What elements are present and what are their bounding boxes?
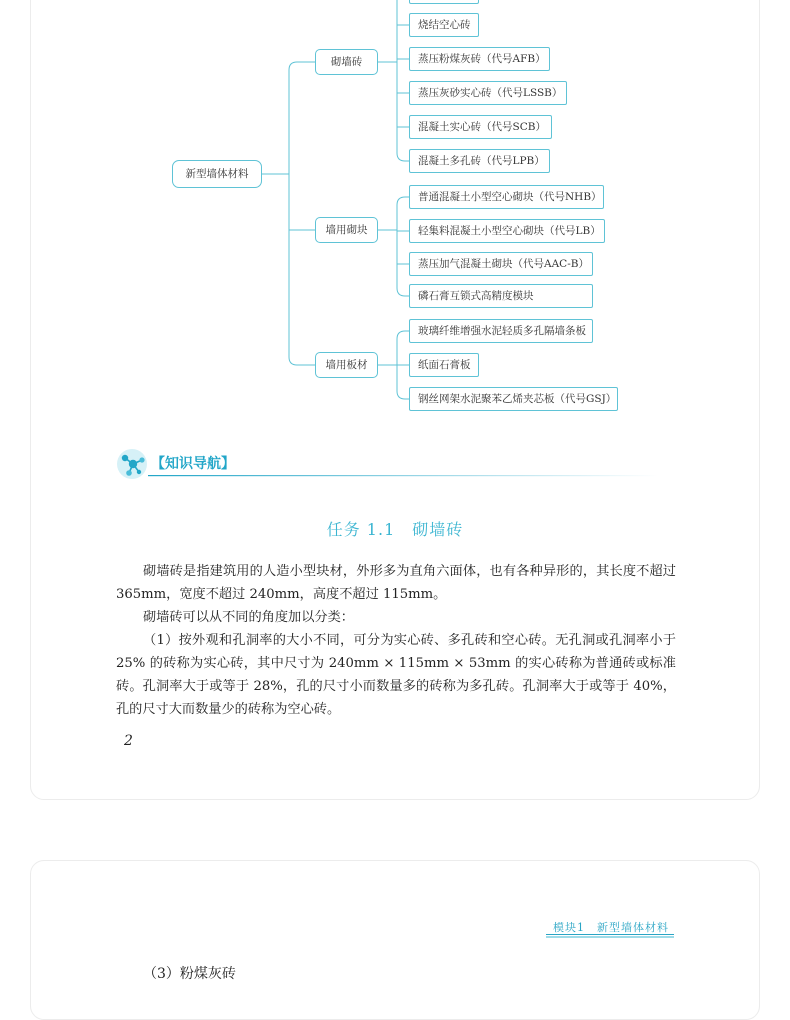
mindmap-leaf-cropped — [409, 0, 479, 4]
mindmap-leaf: 磷石膏互锁式高精度模块 — [409, 284, 593, 308]
section-banner — [115, 446, 665, 482]
mindmap-leaf: 蒸压加气混凝土砌块（代号AAC-B） — [409, 252, 593, 276]
mindmap-leaf: 蒸压灰砂实心砖（代号LSSB） — [409, 81, 567, 105]
mindmap-root: 新型墙体材料 — [172, 160, 262, 188]
mindmap-group-blocks: 墙用砌块 — [315, 217, 378, 243]
mindmap-group-panels: 墙用板材 — [315, 352, 378, 378]
mindmap-leaf: 烧结空心砖 — [409, 13, 479, 37]
mindmap-leaf: 轻集料混凝土小型空心砌块（代号LB） — [409, 219, 605, 243]
mindmap-leaf: 钢丝网架水泥聚苯乙烯夹芯板（代号GSJ） — [409, 387, 618, 411]
mindmap-leaf: 混凝土多孔砖（代号LPB） — [409, 149, 550, 173]
mindmap-group-bricks: 砌墙砖 — [315, 49, 378, 75]
page-number: 2 — [124, 733, 133, 749]
mindmap-leaf: 混凝土实心砖（代号SCB） — [409, 115, 552, 139]
paragraph: 砌墙砖是指建筑用的人造小型块材，外形多为直角六面体，也有各种异形的，其长度不超过 365mm，宽度不超过 240mm，高度不超过 115mm。 — [116, 564, 676, 602]
running-header: 模块1 新型墙体材料 — [553, 921, 669, 934]
task-title: 任务 1.1 砌墙砖 — [326, 520, 464, 539]
section-label: 【知识导航】 — [151, 456, 235, 472]
mindmap-leaf: 玻璃纤维增强水泥轻质多孔隔墙条板 — [409, 319, 593, 343]
next-page-sheet — [30, 860, 760, 1020]
paragraph: 砌墙砖可以从不同的角度加以分类： — [143, 610, 354, 625]
mindmap-leaf: 纸面石膏板 — [409, 353, 479, 377]
paragraph: （1）按外观和孔洞率的大小不同，可分为实心砖、多孔砖和空心砖。无孔洞或孔洞率小于 25% 的砖称为实心砖，其中尺寸为 240mm × 115mm × 53mm 的实心砖称为普通砖或标准砖。孔洞率大于或等于 28%，孔的尺寸小而数量多的砖称为多孔砖。孔洞率大于或等于 40%，孔的尺寸大而数量少的砖称为空心砖。 — [116, 633, 676, 717]
header-rule-accent — [546, 936, 674, 938]
mindmap-leaf: 普通混凝土小型空心砌块（代号NHB） — [409, 185, 604, 209]
header-rule — [546, 934, 674, 935]
mindmap-leaf: 蒸压粉煤灰砖（代号AFB） — [409, 47, 550, 71]
subsection-item: （3）粉煤灰砖 — [143, 966, 236, 982]
